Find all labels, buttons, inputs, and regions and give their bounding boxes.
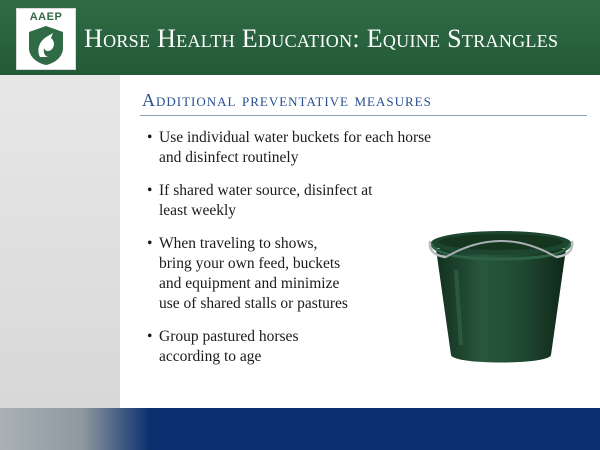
footer-bar [0,408,600,450]
bullet-line: Use individual water buckets for each horse [159,129,432,146]
page-title: Horse Health Education: Equine Strangles [84,24,559,53]
water-bucket-icon [416,215,586,375]
bullet-line: If shared water source, disinfect at [159,182,373,199]
slide-content [120,75,600,408]
logo-text: AAEP [29,11,63,23]
bullet-line: bring your own feed, buckets [159,255,341,272]
bullet-line: least weekly [159,202,237,219]
header-bar [0,0,600,75]
bullet-icon: • [147,328,153,345]
footer-horse-photo [0,408,150,450]
bullet-line: When traveling to shows, [159,235,318,252]
left-side-panel [0,75,120,408]
aaep-logo [16,8,76,70]
horse-head-logo-icon [26,24,66,66]
bullet-icon: • [147,129,153,146]
bullet-icon: • [147,182,153,199]
bullet-line: Group pastured horses [159,328,299,345]
bullet-icon: • [147,235,153,252]
bullet-item [147,128,477,168]
bullet-line: and disinfect routinely [159,149,299,166]
bullet-line: and equipment and minimize [159,275,340,292]
bullet-line: use of shared stalls or pastures [159,295,348,312]
slide-heading: Additional preventative measures [142,90,432,110]
bullet-line: according to age [159,348,262,365]
water-bucket-image [416,215,586,375]
heading-divider [140,115,587,116]
